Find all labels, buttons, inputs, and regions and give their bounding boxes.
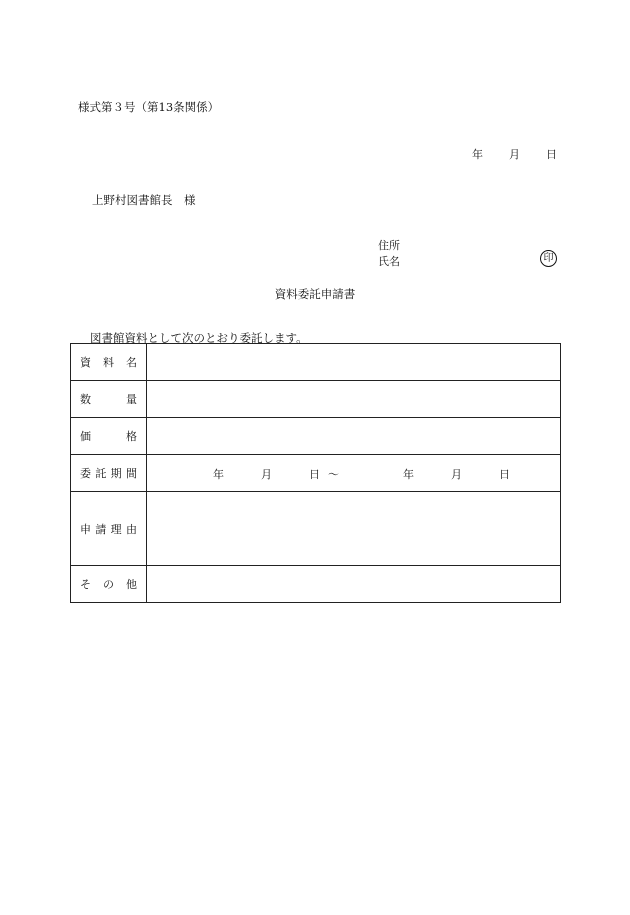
table-row (71, 381, 561, 418)
seal-mark: 印 (540, 250, 557, 267)
name-label: 氏名 (378, 255, 400, 268)
period-field[interactable] (147, 455, 561, 492)
table-row (71, 492, 561, 566)
row-label-period: 委託期間 (71, 455, 147, 492)
period-end-year: 年 (403, 468, 414, 481)
row-label-other: その他 (71, 566, 147, 603)
document-title: 資料委託申請書 (274, 287, 356, 301)
table-row (71, 418, 561, 455)
quantity-field[interactable] (147, 381, 561, 418)
recipient: 上野村図書館長 様 (92, 193, 196, 207)
row-label-reason: 申請理由 (71, 492, 147, 566)
period-tilde: ～ (328, 468, 339, 481)
price-field[interactable] (147, 418, 561, 455)
table-row (71, 455, 561, 492)
reason-field[interactable] (147, 492, 561, 566)
date-line (472, 146, 557, 162)
row-label-material-name: 資料名 (71, 344, 147, 381)
period-start-year: 年 (213, 468, 224, 481)
material-name-field[interactable] (147, 344, 561, 381)
address-label: 住所 (378, 239, 400, 252)
row-label-price: 価格 (71, 418, 147, 455)
row-label-quantity: 数量 (71, 381, 147, 418)
period-start-month: 月 (261, 468, 272, 481)
date-day-label: 日 (546, 148, 557, 161)
date-month-label: 月 (509, 148, 520, 161)
other-field[interactable] (147, 566, 561, 603)
form-number: 様式第３号（第13条関係） (78, 100, 220, 114)
table-row (71, 344, 561, 381)
period-end-day: 日 (499, 468, 510, 481)
application-table (70, 343, 561, 603)
date-year-label: 年 (472, 148, 483, 161)
table-row (71, 566, 561, 603)
intro-text: 図書館資料として次のとおり委託します。 (90, 331, 308, 345)
period-start-day: 日 (309, 468, 320, 481)
period-end-month: 月 (451, 468, 462, 481)
